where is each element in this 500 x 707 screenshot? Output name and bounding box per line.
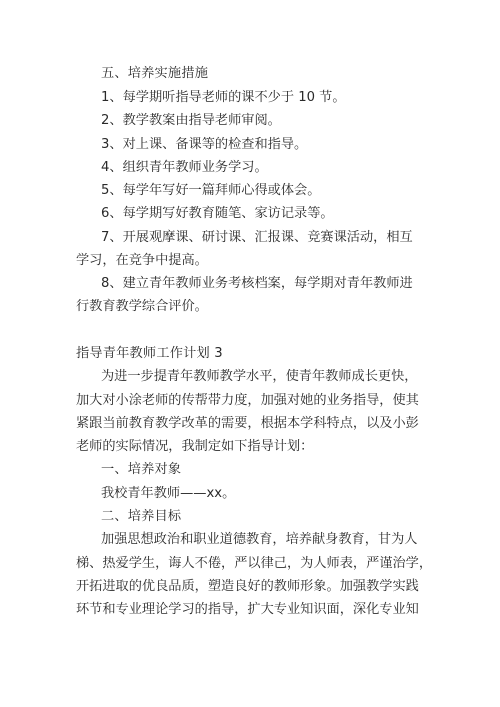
measure-item-7-line2: 学习，在竞争中提高。 xyxy=(76,253,208,268)
target-text: 我校青年教师——xx。 xyxy=(101,486,236,501)
measure-item-8-line1: 8、建立青年教师业务考核档案，每学期对青年教师进 xyxy=(101,276,413,291)
goal-line-1: 加强思想政治和职业道德教育，培养献身教育，甘为人 xyxy=(101,532,418,547)
measure-item-2: 2、教学教案由指导老师审阅。 xyxy=(101,113,281,128)
measure-item-7-line1: 7、开展观摩课、研讨课、汇报课、竞赛课活动，相互 xyxy=(101,230,413,245)
goal-line-3: 开拓进取的优良品质，塑造良好的教师形象。加强教学实践 xyxy=(76,579,419,594)
intro-line-2: 加大对小涂老师的传帮带力度，加强对她的业务指导，使其 xyxy=(76,393,419,408)
measure-item-6: 6、每学期写好教育随笔、家访记录等。 xyxy=(101,206,334,221)
measure-item-1: 1、每学期听指导老师的课不少于 10 节。 xyxy=(101,90,346,105)
section-heading-measures: 五、培养实施措施 xyxy=(101,66,209,81)
intro-line-4: 老师的实际情况，我制定如下指导计划： xyxy=(76,439,314,454)
measure-item-4: 4、组织青年教师业务学习。 xyxy=(101,160,268,175)
plan-title: 指导青年教师工作计划 3 xyxy=(76,346,223,361)
intro-line-1: 为进一步提青年教师教学水平，使青年教师成长更快， xyxy=(101,369,418,384)
goal-line-4: 环节和专业理论学习的指导，扩大专业知识面，深化专业知 xyxy=(76,602,419,617)
measure-item-8-line2: 行教育教学综合评价。 xyxy=(76,299,208,314)
goal-line-2: 梯、热爱学生，诲人不倦，严以律己，为人师表，严谨治学， xyxy=(76,556,433,571)
measure-item-5: 5、每学年写好一篇拜师心得或体会。 xyxy=(101,183,321,198)
section-heading-goal: 二、培养目标 xyxy=(101,509,182,524)
measure-item-3: 3、对上课、备课等的检查和指导。 xyxy=(101,137,308,152)
intro-line-3: 紧跟当前教育教学改革的需要，根据本学科特点，以及小彭 xyxy=(76,416,419,431)
section-heading-target: 一、培养对象 xyxy=(101,462,182,477)
